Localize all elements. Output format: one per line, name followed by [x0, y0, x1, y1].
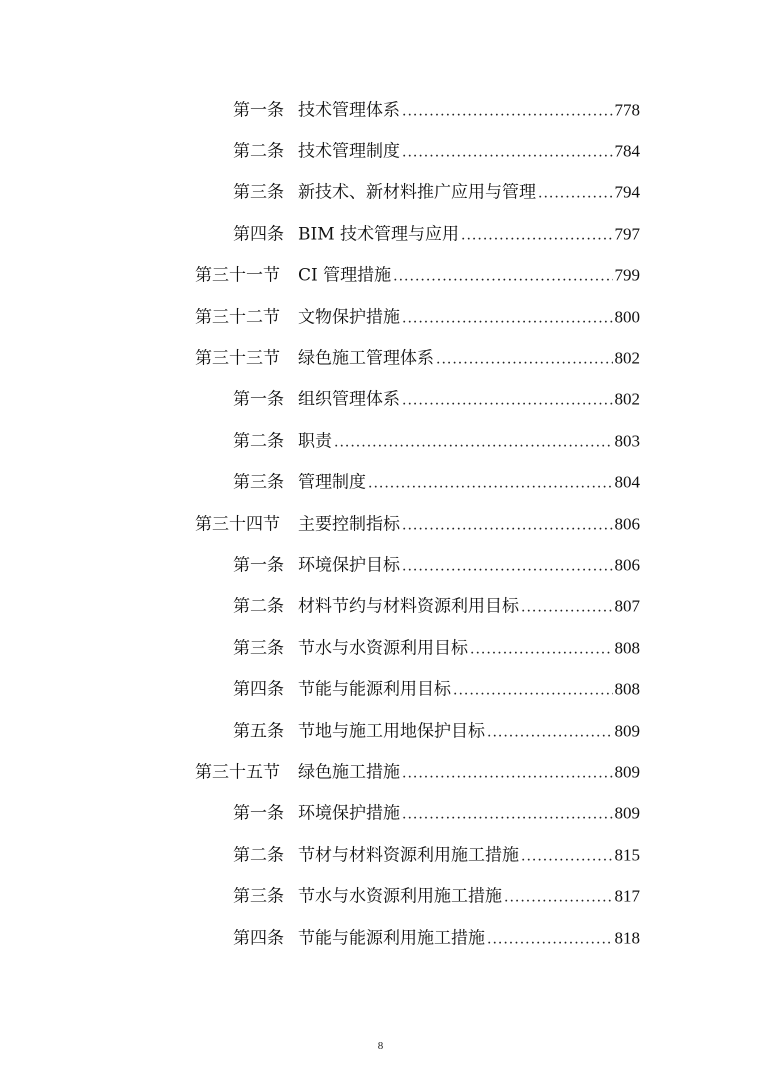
toc-entry-page: 807 — [614, 596, 640, 616]
toc-entry-line — [298, 757, 640, 782]
toc-entry-number: 第一条 — [233, 100, 284, 121]
dot-leader — [402, 808, 613, 822]
toc-entry-line — [298, 95, 640, 120]
table-of-contents — [0, 87, 761, 956]
dot-leader — [470, 642, 613, 656]
toc-entry-line — [298, 923, 640, 948]
dot-leader — [402, 559, 613, 573]
dot-leader — [393, 270, 612, 284]
toc-entry[interactable] — [0, 418, 761, 459]
toc-entry-line — [298, 633, 640, 658]
toc-entry-title: 主要控制指标 — [298, 514, 400, 535]
toc-entry[interactable] — [0, 791, 761, 832]
toc-entry-line — [298, 675, 640, 700]
toc-entry-number: 第三十五节 — [195, 762, 280, 783]
toc-entry-title: 绿色施工措施 — [298, 762, 400, 783]
toc-entry-number: 第四条 — [233, 928, 284, 948]
toc-entry-line — [298, 550, 640, 575]
toc-entry-title: 管理制度 — [298, 472, 366, 493]
toc-entry-number: 第三条 — [233, 472, 284, 493]
page-number: 8 — [377, 1040, 384, 1052]
toc-entry[interactable] — [0, 666, 761, 707]
toc-entry-page: 818 — [614, 928, 640, 947]
toc-entry[interactable] — [0, 625, 761, 666]
toc-entry-title: 绿色施工管理体系 — [298, 348, 434, 369]
toc-entry-page: 806 — [614, 514, 640, 534]
toc-entry-title: 组织管理体系 — [298, 389, 400, 410]
toc-entry-page: 809 — [614, 721, 640, 741]
toc-entry-line — [298, 261, 640, 286]
toc-entry-page: 800 — [614, 307, 640, 327]
toc-entry[interactable] — [0, 832, 761, 873]
dot-leader — [402, 394, 613, 408]
dot-leader — [461, 228, 612, 242]
toc-entry-page: 817 — [614, 886, 640, 906]
toc-entry-page: 808 — [614, 679, 640, 699]
toc-entry-number: 第三十三节 — [195, 348, 280, 369]
toc-entry-number: 第四条 — [233, 679, 284, 700]
toc-entry-title: 环境保护目标 — [298, 555, 400, 576]
dot-leader — [453, 684, 613, 698]
toc-entry-number: 第一条 — [233, 803, 284, 824]
dot-leader — [334, 435, 613, 449]
toc-entry-number: 第三十二节 — [195, 307, 280, 328]
toc-entry-page: 794 — [614, 182, 640, 202]
toc-entry-title: 材料节约与材料资源利用目标 — [298, 596, 519, 617]
toc-entry-page: 809 — [614, 762, 640, 782]
toc-entry-title: 新技术、新材料推广应用与管理 — [298, 182, 536, 203]
toc-entry-number: 第一条 — [233, 555, 284, 576]
toc-entry-title: 环境保护措施 — [298, 803, 400, 824]
toc-entry-number: 第二条 — [233, 596, 284, 617]
toc-entry-number: 第四条 — [233, 224, 284, 245]
toc-entry-title: 文物保护措施 — [298, 307, 400, 328]
toc-entry-page: 802 — [614, 389, 640, 409]
toc-entry-page: 808 — [614, 638, 640, 658]
toc-entry-number: 第二条 — [233, 141, 284, 162]
toc-entry-page: 784 — [614, 141, 640, 161]
toc-entry-title: 节能与能源利用施工措施 — [298, 928, 485, 948]
dot-leader — [436, 353, 613, 367]
toc-entry-page: 778 — [614, 100, 640, 120]
toc-entry-line — [298, 799, 640, 824]
toc-entry[interactable] — [0, 542, 761, 583]
toc-entry[interactable] — [0, 460, 761, 501]
toc-entry[interactable] — [0, 253, 761, 294]
toc-entry-line — [298, 344, 640, 369]
toc-entry-number: 第三条 — [233, 886, 284, 907]
toc-entry-number: 第五条 — [233, 721, 284, 742]
toc-entry-title: 节水与水资源利用目标 — [298, 638, 468, 659]
toc-entry-title: 技术管理体系 — [298, 100, 400, 121]
toc-entry[interactable] — [0, 749, 761, 790]
toc-entry-title: CI 管理措施 — [298, 265, 392, 286]
toc-entry-page: 802 — [614, 348, 640, 368]
dot-leader — [504, 891, 613, 905]
toc-entry[interactable] — [0, 873, 761, 914]
toc-entry-title: 节材与材料资源利用施工措施 — [298, 845, 519, 866]
toc-entry-number: 第一条 — [233, 389, 284, 410]
toc-entry-page: 815 — [614, 845, 640, 865]
dot-leader — [402, 518, 613, 532]
toc-entry-number: 第三条 — [233, 182, 284, 203]
toc-entry-line — [298, 385, 640, 410]
toc-entry[interactable] — [0, 87, 761, 128]
toc-entry-line — [298, 426, 640, 451]
dot-leader — [487, 932, 613, 946]
dot-leader — [402, 104, 613, 118]
toc-entry-line — [298, 716, 640, 741]
toc-entry-title: 节能与能源利用目标 — [298, 679, 451, 700]
dot-leader — [368, 477, 613, 491]
dot-leader — [487, 725, 613, 739]
dot-leader — [521, 601, 613, 615]
toc-entry[interactable] — [0, 377, 761, 418]
toc-entry-line — [298, 840, 640, 865]
toc-entry-number: 第三十一节 — [195, 265, 280, 286]
toc-entry-title: BIM 技术管理与应用 — [298, 224, 460, 245]
toc-entry-number: 第三十四节 — [195, 514, 280, 535]
toc-entry-title: 技术管理制度 — [298, 141, 400, 162]
toc-entry-page: 797 — [614, 224, 640, 244]
dot-leader — [402, 311, 613, 325]
dot-leader — [402, 766, 613, 780]
toc-entry-line — [298, 509, 640, 534]
toc-entry-title: 节水与水资源利用施工措施 — [298, 886, 502, 907]
toc-entry-line — [298, 882, 640, 907]
toc-entry-line — [298, 219, 640, 244]
toc-entry-number: 第三条 — [233, 638, 284, 659]
toc-entry-line — [298, 592, 640, 617]
dot-leader — [521, 849, 613, 863]
toc-entry[interactable] — [0, 501, 761, 542]
toc-entry[interactable] — [0, 335, 761, 376]
toc-entry-title: 职责 — [298, 431, 332, 452]
dot-leader — [402, 146, 613, 160]
toc-entry-page: 799 — [614, 265, 640, 285]
toc-entry-line — [298, 137, 640, 162]
toc-entry[interactable] — [0, 708, 761, 749]
toc-entry[interactable] — [0, 128, 761, 169]
toc-entry-page: 804 — [614, 472, 640, 492]
toc-entry[interactable] — [0, 294, 761, 335]
toc-entry-page: 806 — [614, 555, 640, 575]
toc-entry-line — [298, 468, 640, 493]
toc-entry-line — [298, 178, 640, 203]
toc-entry-page: 809 — [614, 803, 640, 823]
toc-entry[interactable] — [0, 584, 761, 625]
toc-entry-title: 节地与施工用地保护目标 — [298, 721, 485, 742]
toc-entry-line — [298, 302, 640, 327]
toc-entry[interactable] — [0, 915, 761, 956]
toc-entry-number: 第二条 — [233, 845, 284, 866]
toc-entry[interactable] — [0, 211, 761, 252]
toc-entry-page: 803 — [614, 431, 640, 451]
toc-entry[interactable] — [0, 170, 761, 211]
dot-leader — [538, 187, 613, 201]
toc-entry-number: 第二条 — [233, 431, 284, 452]
